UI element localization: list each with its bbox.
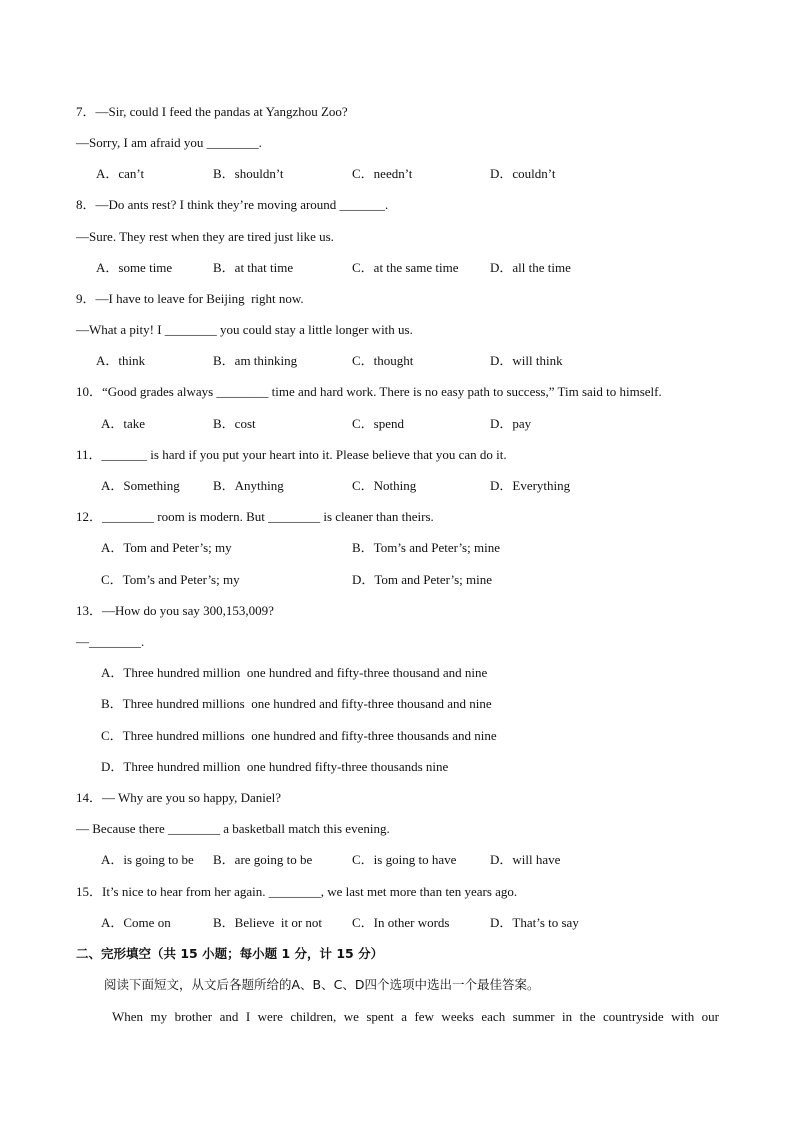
question-14-option-c: C．is going to have (352, 852, 457, 867)
question-14-stem-line-2: — Because there ________ a basketball match this evening. (76, 821, 390, 836)
question-9-stem-line-2: —What a pity! I ________ you could stay a little longer with us. (76, 322, 413, 337)
question-7-stem-line-1: 7．—Sir, could I feed the pandas at Yangzhou Zoo? (76, 104, 348, 119)
question-14-option-b: B．are going to be (213, 852, 313, 867)
section-title: 二、完形填空（共 15 小题；每小题 1 分，计 15 分） (76, 946, 384, 961)
question-11-option-b: B．Anything (213, 478, 284, 493)
question-9-option-d: D．will think (490, 353, 563, 368)
question-15-stem: 15．It’s nice to hear from her again. ________, we last met more than ten years ago. (76, 884, 518, 899)
question-10-option-c: C．spend (352, 416, 405, 431)
question-7-option-c: C．needn’t (352, 166, 413, 181)
question-10-option-d: D．pay (490, 416, 532, 431)
question-11-option-a: A．Something (101, 478, 180, 493)
question-9-option-b: B．am thinking (213, 353, 298, 368)
question-10-option-a: A．take (101, 416, 146, 431)
question-15-option-b: B．Believe it or not (213, 915, 323, 930)
question-12-option-b: B．Tom’s and Peter’s; mine (352, 540, 500, 555)
question-10-option-b: B．cost (213, 416, 256, 431)
question-10-stem: 10．“Good grades always ________ time and hard work. There is no easy path to success,” Tim said to himself. (76, 384, 662, 399)
question-13-stem-line-2: —________. (76, 634, 145, 649)
question-12-option-c: C．Tom’s and Peter’s; my (101, 572, 240, 587)
question-7-option-a: A．can’t (96, 166, 145, 181)
question-14-option-a: A．is going to be (101, 852, 194, 867)
passage-first-line: When my brother and I were children, we spent a few weeks each summer in the countryside with our (112, 1009, 719, 1024)
question-11-option-d: D．Everything (490, 478, 571, 493)
question-13-option-d: D．Three hundred million one hundred fifty-three thousands nine (101, 759, 449, 774)
question-9-option-c: C．thought (352, 353, 414, 368)
question-14-option-d: D．will have (490, 852, 561, 867)
question-12-option-d: D．Tom and Peter’s; mine (352, 572, 493, 587)
question-9-option-a: A．think (96, 353, 146, 368)
question-12-stem: 12．________ room is modern. But ________ is cleaner than theirs. (76, 509, 434, 524)
question-13-stem-line-1: 13．—How do you say 300,153,009? (76, 603, 274, 618)
question-15-option-d: D．That’s to say (490, 915, 579, 930)
question-9-stem-line-1: 9．—I have to leave for Beijing right now. (76, 291, 304, 306)
question-7-option-d: D．couldn’t (490, 166, 556, 181)
question-12-option-a: A．Tom and Peter’s; my (101, 540, 232, 555)
section-instruction: 阅读下面短文，从文后各题所给的A、B、C、D四个选项中选出一个最佳答案。 (104, 977, 540, 992)
question-13-option-c: C．Three hundred millions one hundred and fifty-three thousands and nine (101, 728, 497, 743)
question-14-stem-line-1: 14．— Why are you so happy, Daniel? (76, 790, 282, 805)
question-7-stem-line-2: —Sorry, I am afraid you ________. (76, 135, 262, 150)
question-8-option-b: B．at that time (213, 260, 294, 275)
question-8-option-c: C．at the same time (352, 260, 459, 275)
question-7-option-b: B．shouldn’t (213, 166, 284, 181)
question-8-option-a: A．some time (96, 260, 173, 275)
question-8-stem-line-2: —Sure. They rest when they are tired just like us. (76, 229, 334, 244)
question-13-option-a: A．Three hundred million one hundred and fifty-three thousand and nine (101, 665, 488, 680)
question-15-option-a: A．Come on (101, 915, 171, 930)
question-11-stem: 11．_______ is hard if you put your heart into it. Please believe that you can do it. (76, 447, 507, 462)
question-13-option-b: B．Three hundred millions one hundred and fifty-three thousand and nine (101, 696, 492, 711)
question-11-option-c: C．Nothing (352, 478, 417, 493)
question-8-option-d: D．all the time (490, 260, 571, 275)
question-15-option-c: C．In other words (352, 915, 450, 930)
question-8-stem-line-1: 8．—Do ants rest? I think they’re moving around _______. (76, 197, 389, 212)
